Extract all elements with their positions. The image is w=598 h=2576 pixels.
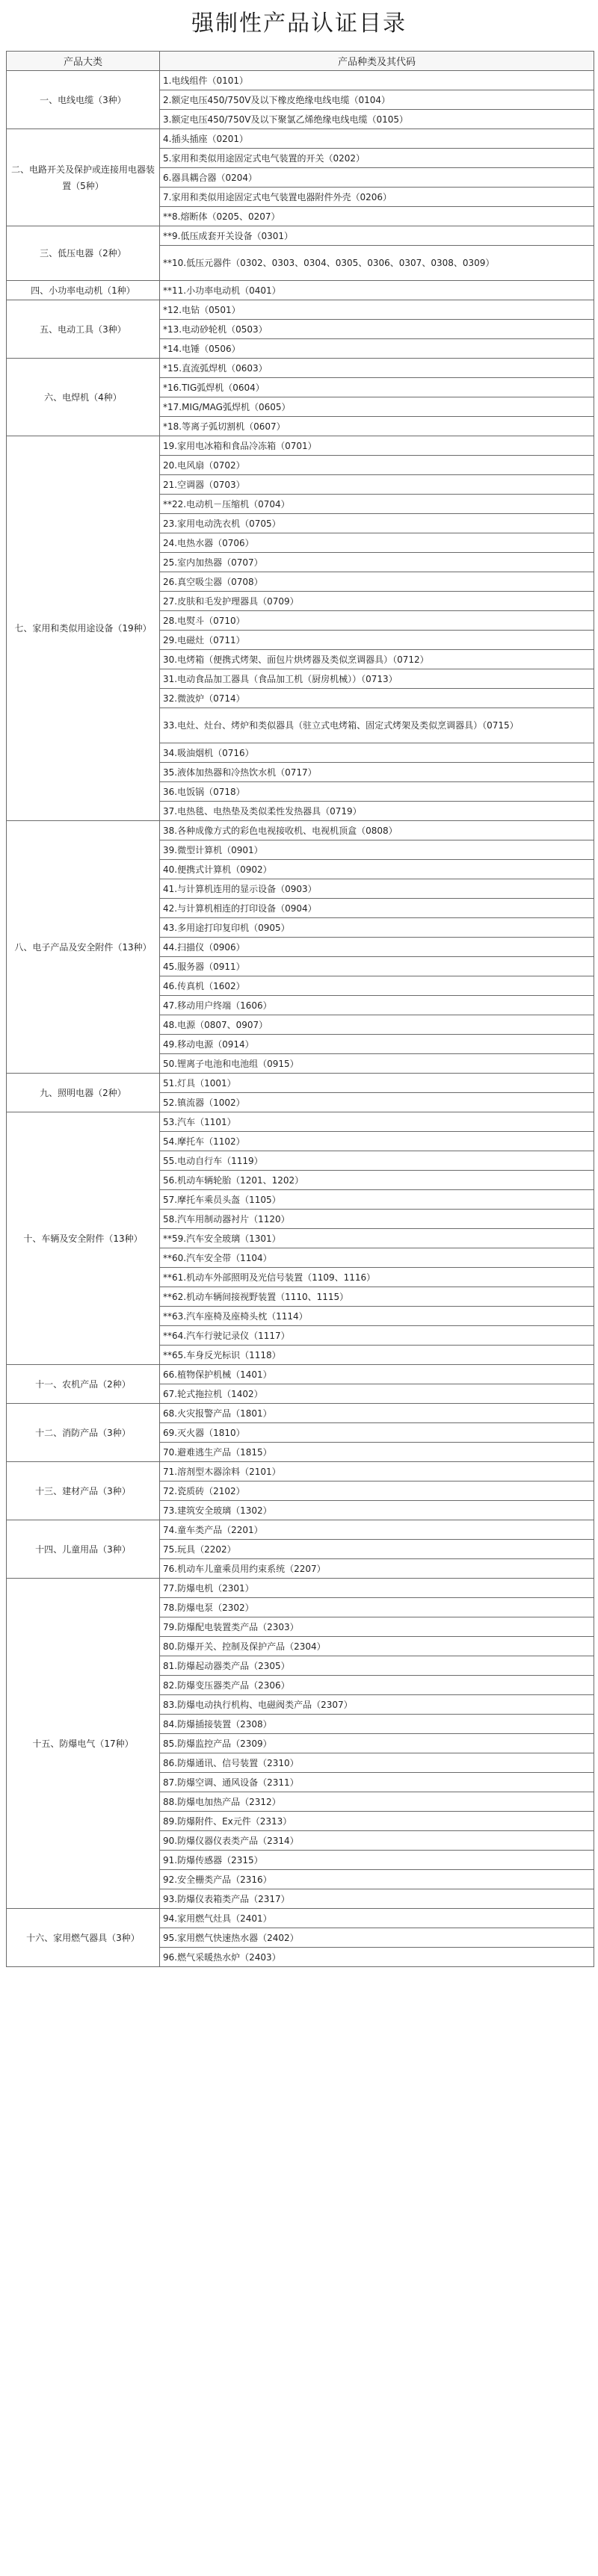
product-item-cell: 44.扫描仪（0906） — [160, 938, 594, 957]
category-cell: 三、低压电器（2种） — [7, 226, 160, 281]
product-item-cell: 96.燃气采暖热水炉（2403） — [160, 1948, 594, 1967]
header-products: 产品种类及其代码 — [160, 52, 594, 71]
product-item-cell: 37.电热毯、电热垫及类似柔性发热器具（0719） — [160, 802, 594, 821]
table-row — [7, 1520, 594, 1540]
product-item-cell: 46.传真机（1602） — [160, 976, 594, 996]
product-item-cell: **59.汽车安全玻璃（1301） — [160, 1229, 594, 1248]
product-item-cell: 50.锂离子电池和电池组（0915） — [160, 1054, 594, 1074]
product-item-cell: 40.便携式计算机（0902） — [160, 860, 594, 879]
table-row — [7, 1365, 594, 1384]
product-item-cell: 95.家用燃气快速热水器（2402） — [160, 1928, 594, 1948]
product-item-cell: 94.家用燃气灶具（2401） — [160, 1909, 594, 1928]
category-cell: 二、电路开关及保护或连接用电器装置（5种） — [7, 129, 160, 226]
product-item-cell: 79.防爆配电装置类产品（2303） — [160, 1617, 594, 1637]
product-item-cell: 45.服务器（0911） — [160, 957, 594, 976]
category-cell: 一、电线电缆（3种） — [7, 71, 160, 129]
product-item-cell: 35.液体加热器和冷热饮水机（0717） — [160, 763, 594, 782]
page-title: 强制性产品认证目录 — [191, 10, 407, 37]
category-cell: 九、照明电器（2种） — [7, 1074, 160, 1112]
product-item-cell: *16.TIG弧焊机（0604） — [160, 378, 594, 397]
category-cell: 四、小功率电动机（1种） — [7, 281, 160, 300]
category-cell: 五、电动工具（3种） — [7, 300, 160, 359]
product-item-cell: **22.电动机－压缩机（0704） — [160, 495, 594, 514]
product-item-cell: 89.防爆附件、Ex元件（2313） — [160, 1812, 594, 1831]
product-item-cell: **8.熔断体（0205、0207） — [160, 207, 594, 226]
product-item-cell: 93.防爆仪表箱类产品（2317） — [160, 1889, 594, 1909]
product-item-cell: 87.防爆空调、通风设备（2311） — [160, 1773, 594, 1792]
product-item-cell: 58.汽车用制动器衬片（1120） — [160, 1210, 594, 1229]
product-item-cell: 57.摩托车乘员头盔（1105） — [160, 1190, 594, 1210]
product-item-cell: 38.各种成像方式的彩色电视接收机、电视机顶盒（0808） — [160, 821, 594, 840]
product-item-cell: 2.额定电压450/750V及以下橡皮绝缘电线电缆（0104） — [160, 90, 594, 110]
product-item-cell: 81.防爆起动器类产品（2305） — [160, 1656, 594, 1676]
table-row — [7, 1112, 594, 1132]
product-item-cell: 85.防爆监控产品（2309） — [160, 1734, 594, 1753]
product-item-cell: 70.避难逃生产品（1815） — [160, 1443, 594, 1462]
category-cell: 八、电子产品及安全附件（13种） — [7, 821, 160, 1074]
certification-catalog-table — [6, 51, 594, 1967]
product-item-cell: **61.机动车外部照明及光信号装置（1109、1116） — [160, 1268, 594, 1287]
product-item-cell: 48.电源（0807、0907） — [160, 1015, 594, 1035]
table-row — [7, 129, 594, 149]
product-item-cell: 67.轮式拖拉机（1402） — [160, 1384, 594, 1404]
product-item-cell: 53.汽车（1101） — [160, 1112, 594, 1132]
header-category: 产品大类 — [7, 52, 160, 71]
product-item-cell: 31.电动食品加工器具（食品加工机（厨房机械））（0713） — [160, 669, 594, 689]
table-row — [7, 226, 594, 246]
product-item-cell: 34.吸油烟机（0716） — [160, 743, 594, 763]
product-item-cell: 91.防爆传感器（2315） — [160, 1851, 594, 1870]
table-row — [7, 1579, 594, 1598]
product-item-cell: 19.家用电冰箱和食品冷冻箱（0701） — [160, 436, 594, 456]
product-item-cell: 1.电线组件（0101） — [160, 71, 594, 90]
table-row — [7, 436, 594, 456]
product-item-cell: 47.移动用户终端（1606） — [160, 996, 594, 1015]
table-row — [7, 1404, 594, 1423]
product-item-cell: 66.植物保护机械（1401） — [160, 1365, 594, 1384]
product-item-cell: 25.室内加热器（0707） — [160, 553, 594, 572]
product-item-cell: 83.防爆电动执行机构、电磁阀类产品（2307） — [160, 1695, 594, 1715]
product-item-cell: 51.灯具（1001） — [160, 1074, 594, 1093]
product-item-cell: 36.电饭锅（0718） — [160, 782, 594, 802]
product-item-cell: 84.防爆插接装置（2308） — [160, 1715, 594, 1734]
product-item-cell: **60.汽车安全带（1104） — [160, 1248, 594, 1268]
product-item-cell: 77.防爆电机（2301） — [160, 1579, 594, 1598]
product-item-cell: 26.真空吸尘器（0708） — [160, 572, 594, 592]
product-item-cell: *17.MIG/MAG弧焊机（0605） — [160, 397, 594, 417]
product-item-cell: 4.插头插座（0201） — [160, 129, 594, 149]
product-item-cell: 7.家用和类似用途固定式电气装置电器附件外壳（0206） — [160, 188, 594, 207]
product-item-cell: 76.机动车儿童乘员用约束系统（2207） — [160, 1559, 594, 1579]
table-row — [7, 821, 594, 840]
product-item-cell: 72.瓷质砖（2102） — [160, 1481, 594, 1501]
product-item-cell: *18.等离子弧切割机（0607） — [160, 417, 594, 436]
product-item-cell: **63.汽车座椅及座椅头枕（1114） — [160, 1307, 594, 1326]
category-cell: 十三、建材产品（3种） — [7, 1462, 160, 1520]
category-cell: 十六、家用燃气器具（3种） — [7, 1909, 160, 1967]
product-item-cell: 80.防爆开关、控制及保护产品（2304） — [160, 1637, 594, 1656]
product-item-cell: 33.电灶、灶台、烤炉和类似器具（驻立式电烤箱、固定式烤架及类似烹调器具）（0715） — [160, 708, 594, 743]
table-row — [7, 1074, 594, 1093]
table-row — [7, 1462, 594, 1481]
product-item-cell: 55.电动自行车（1119） — [160, 1151, 594, 1171]
product-item-cell: *12.电钻（0501） — [160, 300, 594, 320]
product-item-cell: 30.电烤箱（便携式烤架、面包片烘烤器及类似烹调器具）（0712） — [160, 650, 594, 669]
catalog-body — [7, 71, 594, 1967]
product-item-cell: 52.镇流器（1002） — [160, 1093, 594, 1112]
product-item-cell: 54.摩托车（1102） — [160, 1132, 594, 1151]
product-item-cell: 39.微型计算机（0901） — [160, 840, 594, 860]
product-item-cell: 92.安全栅类产品（2316） — [160, 1870, 594, 1889]
product-item-cell: **11.小功率电动机（0401） — [160, 281, 594, 300]
table-row — [7, 359, 594, 378]
product-item-cell: 75.玩具（2202） — [160, 1540, 594, 1559]
product-item-cell: 82.防爆变压器类产品（2306） — [160, 1676, 594, 1695]
category-cell: 十二、消防产品（3种） — [7, 1404, 160, 1462]
product-item-cell: *13.电动砂轮机（0503） — [160, 320, 594, 339]
category-cell: 十五、防爆电气（17种） — [7, 1579, 160, 1909]
product-item-cell: 32.微波炉（0714） — [160, 689, 594, 708]
product-item-cell: 3.额定电压450/750V及以下聚氯乙烯绝缘电线电缆（0105） — [160, 110, 594, 129]
product-item-cell: 24.电热水器（0706） — [160, 533, 594, 553]
product-item-cell: 29.电磁灶（0711） — [160, 631, 594, 650]
product-item-cell: 69.灭火器（1810） — [160, 1423, 594, 1443]
product-item-cell: 21.空调器（0703） — [160, 475, 594, 495]
product-item-cell: **65.车身反光标识（1118） — [160, 1346, 594, 1365]
product-item-cell: 86.防爆通讯、信号装置（2310） — [160, 1753, 594, 1773]
product-item-cell: 20.电风扇（0702） — [160, 456, 594, 475]
product-item-cell: **10.低压元器件（0302、0303、0304、0305、0306、0307、0308、0309） — [160, 246, 594, 281]
product-item-cell: 68.火灾报警产品（1801） — [160, 1404, 594, 1423]
product-item-cell: 71.溶剂型木器涂料（2101） — [160, 1462, 594, 1481]
product-item-cell: 6.器具耦合器（0204） — [160, 168, 594, 188]
product-item-cell: 56.机动车辆轮胎（1201、1202） — [160, 1171, 594, 1190]
table-row — [7, 281, 594, 300]
product-item-cell: 28.电熨斗（0710） — [160, 611, 594, 631]
product-item-cell: *14.电锤（0506） — [160, 339, 594, 359]
product-item-cell: **62.机动车辆间接视野装置（1110、1115） — [160, 1287, 594, 1307]
product-item-cell: 78.防爆电泵（2302） — [160, 1598, 594, 1617]
table-row — [7, 300, 594, 320]
table-row — [7, 1909, 594, 1928]
product-item-cell: 27.皮肤和毛发护理器具（0709） — [160, 592, 594, 611]
product-item-cell: 74.童车类产品（2201） — [160, 1520, 594, 1540]
product-item-cell: 41.与计算机连用的显示设备（0903） — [160, 879, 594, 899]
table-row — [7, 71, 594, 90]
product-item-cell: **9.低压成套开关设备（0301） — [160, 226, 594, 246]
category-cell: 十一、农机产品（2种） — [7, 1365, 160, 1404]
product-item-cell: 42.与计算机相连的打印设备（0904） — [160, 899, 594, 918]
product-item-cell: 73.建筑安全玻璃（1302） — [160, 1501, 594, 1520]
product-item-cell: 90.防爆仪器仪表类产品（2314） — [160, 1831, 594, 1851]
product-item-cell: 43.多用途打印复印机（0905） — [160, 918, 594, 938]
product-item-cell: 5.家用和类似用途固定式电气装置的开关（0202） — [160, 149, 594, 168]
category-cell: 六、电焊机（4种） — [7, 359, 160, 436]
product-item-cell: 23.家用电动洗衣机（0705） — [160, 514, 594, 533]
table-header-row — [7, 52, 594, 71]
category-cell: 十、车辆及安全附件（13种） — [7, 1112, 160, 1365]
category-cell: 十四、儿童用品（3种） — [7, 1520, 160, 1579]
category-cell: 七、家用和类似用途设备（19种） — [7, 436, 160, 821]
product-item-cell: *15.直流弧焊机（0603） — [160, 359, 594, 378]
product-item-cell: **64.汽车行驶记录仪（1117） — [160, 1326, 594, 1346]
product-item-cell: 88.防爆电加热产品（2312） — [160, 1792, 594, 1812]
product-item-cell: 49.移动电源（0914） — [160, 1035, 594, 1054]
